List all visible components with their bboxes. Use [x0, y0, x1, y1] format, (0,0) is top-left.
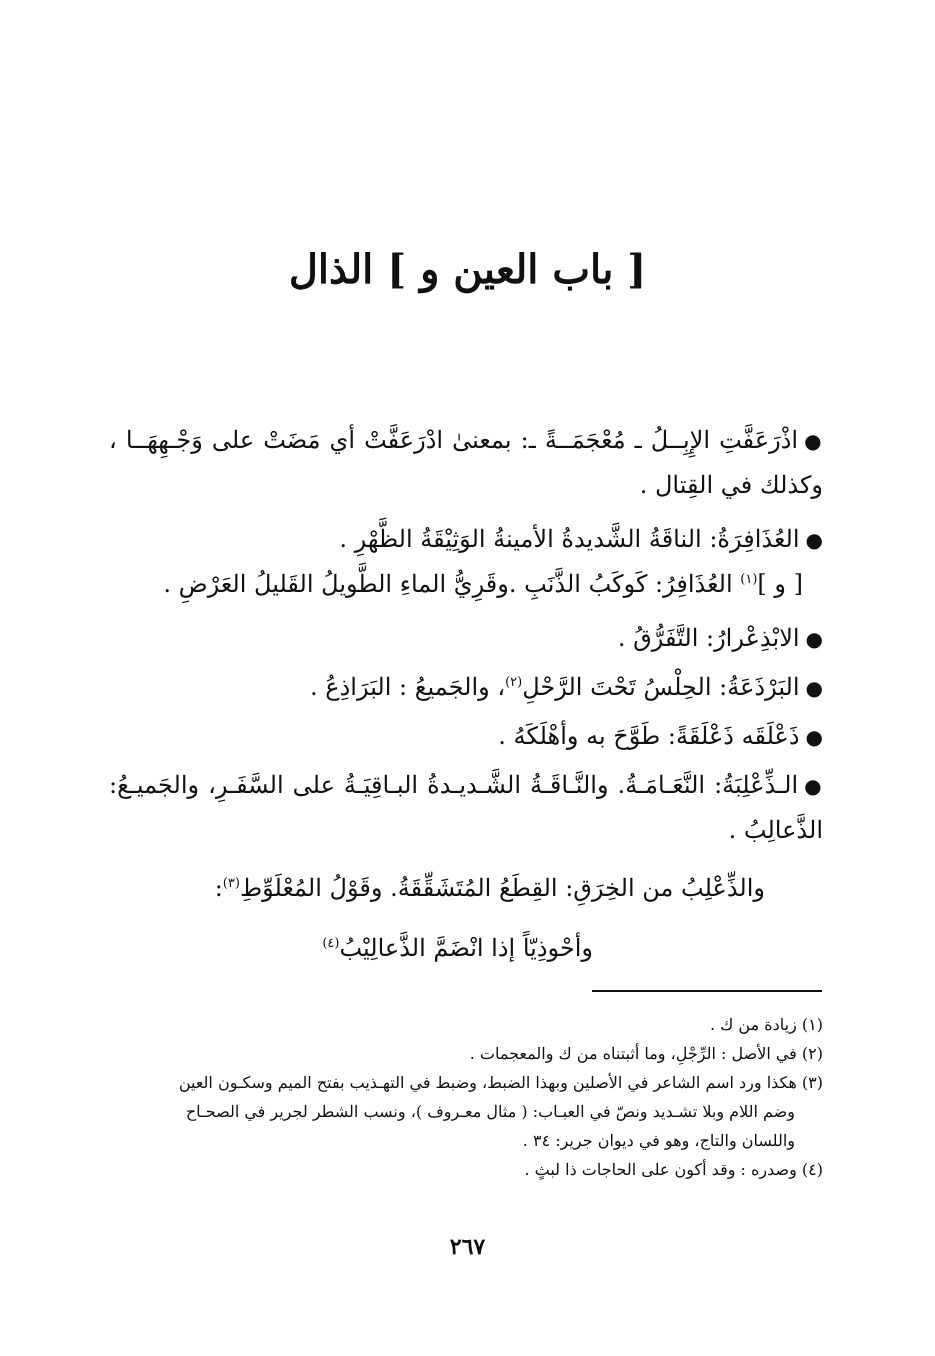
footnotes — [109, 1010, 823, 1184]
footnote-4: (٤) وصدره : وقد أكون على الحاجات ذا لبثٍ . — [524, 1160, 823, 1179]
footnote-3: (٣) هكذا ورد اسم الشاعر في الأصلين وبهذا الضبط، وضبط في التهـذيب بفتح الميم وسكـون العين — [178, 1073, 823, 1092]
poem-verse — [109, 926, 823, 970]
entry-text: الـذِّعْلِبَةُ: النَّعَـامَـةُ. والنَّـاقَـةُ الشَّـديـدةُ البـاقِيَـةُ على السَّفَـرِ، والجَميـعُ: الذَّعالِبُ . — [109, 771, 823, 844]
bullet-icon: ● — [804, 429, 824, 453]
footnote-ref: (١) — [740, 572, 758, 587]
entry-text: الابْذِعْرارُ: التَّفَرُّقُ . — [617, 624, 800, 652]
entry-prefix: والذِّعْلِبُ من الخِرَقِ: القِطَعُ المُتَشَقِّقَةُ. وقَوْلُ المُعْلَوِّطِ — [239, 874, 765, 902]
entry-udhafir — [109, 562, 823, 606]
page-number: ٢٦٧ — [449, 1234, 486, 1260]
entry-prefix: البَرْذَعَةُ: الحِلْسُ تَحْتَ الرَّحْلِ — [522, 673, 800, 701]
entry-text: ، والجَميعُ : البَرَاذِعُ . — [310, 673, 506, 701]
entry-text: العُذَافِرَةُ: الناقَةُ الشَّديدةُ الأمينةُ الوَثِيْقَةُ الظَّهْرِ . — [339, 525, 800, 553]
entry-bardhaa — [109, 665, 823, 710]
footnote-ref: (٤) — [322, 936, 340, 951]
entry-idhraaffat — [109, 418, 823, 507]
entry-ibdhiraar — [109, 616, 823, 661]
footnote-3-continued: واللسان والتاج، وهو في ديوان جرير: ٣٤ . — [522, 1131, 795, 1150]
entry-prefix: [ و ] — [757, 570, 803, 598]
bullet-icon: ● — [805, 528, 823, 552]
chapter-title: [ باب العين و ] الذال — [288, 246, 647, 293]
entry-text: اذْرَعَفَّتِ الإِبِــلُ ـ مُعْجَمَــةً ـ: بمعنىٰ ادْرَعَفَّتْ أي مَضَتْ على وَجْـهِهَــا ، وكذلك في القِتال . — [109, 426, 823, 499]
footnote-2: (٢) في الأصل : الرِّجْلِ، وما أثبتناه من ك والمعجمات . — [469, 1044, 823, 1063]
footnote-divider — [592, 990, 822, 992]
entry-dhilaba — [109, 763, 823, 852]
verse-text: وأحْوذِيّاً إذا انْضَمَّ الذَّعالِيْبُ — [339, 934, 593, 962]
entry-text: العُذَافِرُ: كَوكَبُ الذَّنَبِ .وقَرِيُّ الماءِ الطَّويلُ القَليلُ العَرْضِ . — [163, 570, 741, 598]
bullet-icon: ● — [804, 774, 824, 798]
entry-udhafira — [109, 517, 823, 562]
dictionary-body — [109, 418, 823, 974]
entry-dhilib — [109, 866, 823, 910]
entry-text: ذَعْلَقَه ذَعْلَقَةً: طَوَّحَ به وأهْلَكَهُ . — [498, 722, 800, 750]
footnote-ref: (٣) — [222, 876, 240, 891]
bullet-icon: ● — [805, 676, 823, 700]
entry-dhalaqa — [109, 714, 823, 759]
entry-text: : — [214, 874, 223, 902]
footnote-ref: (٢) — [505, 675, 523, 690]
footnote-3-continued: وضم اللام وبلا تشـديد ونصّ في العبـاب: ( مثال معـروف )، ونسب الشطر لجرير في الصحـاح — [185, 1102, 795, 1121]
footnote-1: (١) زيادة من ك . — [709, 1015, 823, 1034]
bullet-icon: ● — [805, 725, 823, 749]
bullet-icon: ● — [805, 627, 823, 651]
